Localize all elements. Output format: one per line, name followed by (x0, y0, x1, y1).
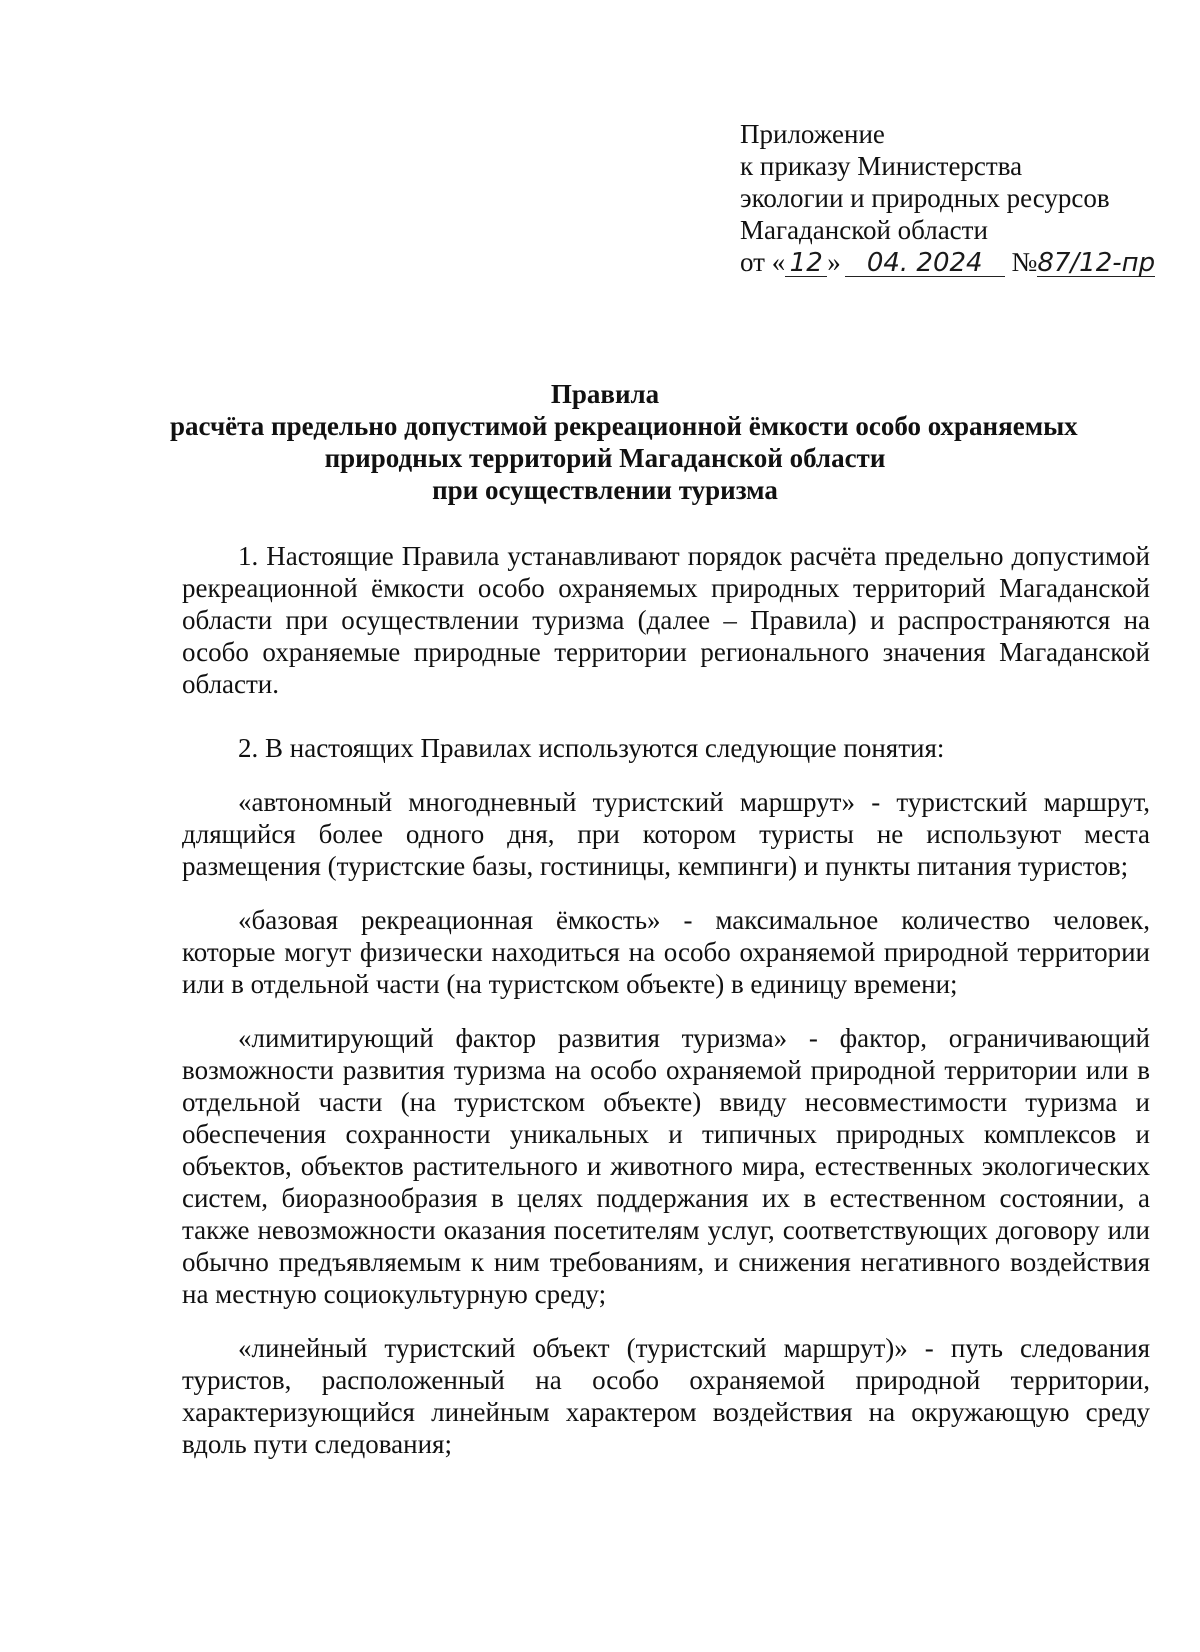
number-sign: № (1011, 247, 1038, 277)
appendix-line-4: Магаданской области (740, 215, 988, 245)
from-prefix: от « (740, 247, 786, 277)
appendix-line-3: экологии и природных ресурсов (740, 183, 1110, 213)
handwritten-order-number: 87/12-пр (1037, 248, 1156, 278)
definition-base-capacity: «базовая рекреационная ёмкость» - максимальное количество человек, которые могут физически находиться на особо охраняемой природной территории или в отдельной части (на туристском объекте) в единицу времени; (182, 905, 1150, 999)
appendix-header (740, 118, 1180, 278)
handwritten-day: 12 (785, 250, 827, 277)
title-line-2: расчёта предельно допустимой рекреационной ёмкости особо охраняемых (170, 411, 1078, 441)
document-body (182, 540, 1150, 1482)
definition-limiting-factor: «лимитирующий фактор развития туризма» - фактор, ограничивающий возможности развития туризма на особо охраняемой природной территории или в отдельной части (на туристском объекте) ввиду несовместимости туризма и обеспечения сохранности уникальных и типичных природных комплексов и объектов, объектов растительного и животного мира, естественных экологических систем, биоразнообразия в целях поддержания их в естественном состоянии, а также невозможности оказания посетителям услуг, соответствующих договору или обычно предъявляемым к ним требованиям, и снижения негативного воздействия на местную социокультурную среду; (182, 1023, 1150, 1309)
order-date-number-line (740, 246, 1180, 278)
document-title (170, 378, 1078, 506)
handwritten-date: 04. 2024 (845, 250, 1005, 277)
definition-linear-object: «линейный туристский объект (туристский маршрут)» - путь следования туристов, расположенный на особо охраняемой природной территории, характеризующийся линейным характером воздействия на окружающую среду вдоль пути следования; (182, 1333, 1150, 1459)
title-line-1: Правила (550, 379, 660, 409)
paragraph-2: 2. В настоящих Правилах используются следующие понятия: (238, 733, 945, 763)
definition-autonomous-route: «автономный многодневный туристский маршрут» - туристский маршрут, длящийся более одного дня, при котором туристы не используют места размещения (туристские базы, гостиницы, кемпинги) и пункты питания туристов; (182, 787, 1150, 881)
appendix-line-1: Приложение (740, 119, 885, 149)
day-close-quote: » (827, 247, 841, 277)
title-line-3: природных территорий Магаданской области (324, 443, 886, 473)
paragraph-1: 1. Настоящие Правила устанавливают порядок расчёта предельно допустимой рекреационной ёмкости особо охраняемых природных территорий Магаданской области при осуществлении туризма (далее – Правила) и распространяются на особо охраняемые природные территории регионального значения Магаданской области. (182, 541, 1150, 699)
title-line-4: при осуществлении туризма (432, 475, 778, 505)
appendix-line-2: к приказу Министерства (740, 151, 1023, 181)
